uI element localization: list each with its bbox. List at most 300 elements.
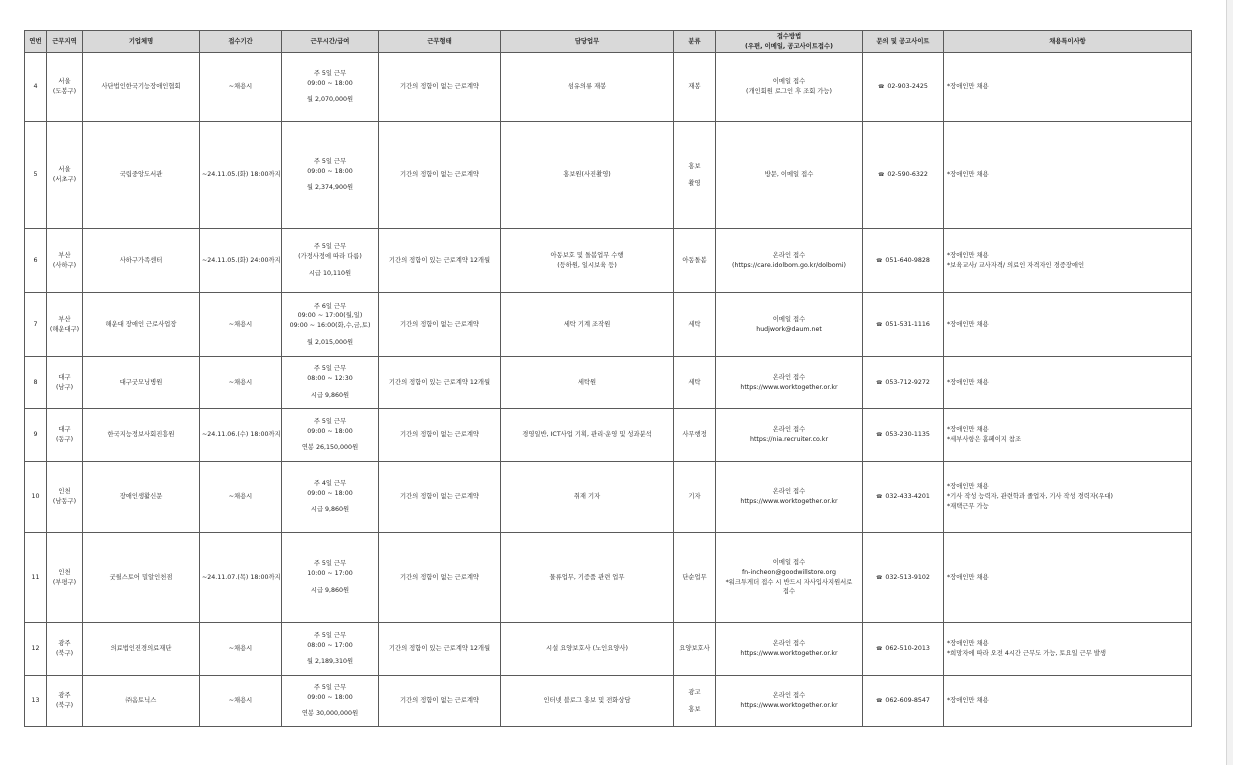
row-number: 13 bbox=[31, 697, 40, 705]
phone-icon: ☎ bbox=[876, 646, 883, 653]
duty-cell bbox=[501, 229, 674, 293]
period-cell bbox=[200, 409, 282, 462]
row-number-cell bbox=[25, 229, 47, 293]
period-cell bbox=[200, 53, 282, 122]
contact-phone bbox=[865, 430, 941, 440]
table-header bbox=[25, 31, 1192, 53]
region-text: 대구 bbox=[58, 373, 71, 381]
duty-cell bbox=[501, 409, 674, 462]
column-header bbox=[379, 31, 501, 53]
duty-text: 취재 기자 bbox=[573, 493, 601, 501]
employment-type: 기간의 정함이 없는 근로계약 bbox=[400, 431, 479, 439]
column-header bbox=[501, 31, 674, 53]
period-cell bbox=[200, 462, 282, 533]
category-cell bbox=[674, 533, 716, 623]
company-cell bbox=[83, 293, 200, 357]
region-text: 광주 bbox=[58, 640, 71, 648]
region-cell bbox=[47, 623, 83, 676]
work-hours: 주 5일 근무 bbox=[313, 560, 347, 568]
application-period: ~24.11.05.(화) 18:00까지 bbox=[202, 171, 281, 179]
row-number: 10 bbox=[31, 493, 40, 501]
employment-type-cell bbox=[379, 676, 501, 727]
phone-icon: ☎ bbox=[876, 321, 883, 328]
employment-type: 기간의 정함이 있는 근로계약 12개월 bbox=[388, 378, 491, 386]
phone-icon: ☎ bbox=[876, 494, 883, 501]
application-method: *워크투게더 접수 시 반드시 자사입사지원서로 bbox=[725, 578, 853, 586]
application-method: https://www.worktogether.or.kr bbox=[740, 650, 838, 657]
phone-number: 051-640-9828 bbox=[885, 256, 930, 264]
duty-text: 세탁원 bbox=[577, 378, 597, 386]
category-text: 세탁 bbox=[688, 320, 701, 328]
category-text: 사무행정 bbox=[682, 431, 707, 439]
work-hours: 09:00 ~ 17:00(월,일) bbox=[297, 312, 363, 320]
column-header-label: 근무지역 bbox=[52, 37, 77, 45]
phone-number: 062-609-8547 bbox=[885, 697, 930, 705]
contact-phone bbox=[865, 256, 941, 266]
hours-pay-cell bbox=[282, 409, 379, 462]
category-text: 홍보 bbox=[688, 705, 701, 713]
region-cell bbox=[47, 229, 83, 293]
category-cell bbox=[674, 462, 716, 533]
work-hours: 주 5일 근무 bbox=[313, 365, 347, 373]
application-method-cell bbox=[716, 229, 863, 293]
note-text: *장애인만 채용 bbox=[947, 573, 989, 581]
category-text: 아동돌봄 bbox=[682, 256, 707, 264]
region-cell bbox=[47, 53, 83, 122]
employment-type: 기간의 정함이 없는 근로계약 bbox=[400, 83, 479, 91]
work-hours: 09:00 ~ 18:00 bbox=[307, 167, 353, 175]
column-header bbox=[716, 31, 863, 53]
phone-icon: ☎ bbox=[878, 84, 885, 91]
salary: 시급 9,860원 bbox=[310, 391, 350, 399]
application-period: ~채용시 bbox=[228, 493, 253, 501]
note-text: *재택근무 가능 bbox=[947, 502, 989, 510]
contact-cell bbox=[863, 229, 944, 293]
notes-cell bbox=[944, 122, 1192, 229]
company-name: 대구굿모닝병원 bbox=[119, 378, 163, 386]
employment-type-cell bbox=[379, 357, 501, 409]
region-text: 대구 bbox=[58, 426, 71, 434]
column-header-label: 접수방법 bbox=[776, 32, 802, 40]
hours-pay-cell bbox=[282, 357, 379, 409]
duty-cell bbox=[501, 462, 674, 533]
company-cell bbox=[83, 409, 200, 462]
category-text: 세탁 bbox=[688, 378, 701, 386]
application-method: https://www.worktogether.or.kr bbox=[740, 383, 838, 391]
column-header bbox=[863, 31, 944, 53]
phone-number: 053-230-1135 bbox=[885, 431, 930, 439]
company-name: 한국지능정보사회진흥원 bbox=[107, 431, 175, 439]
application-period: ~채용시 bbox=[228, 83, 253, 91]
phone-number: 032-513-9102 bbox=[885, 573, 930, 581]
company-cell bbox=[83, 53, 200, 122]
company-name: 의료법인진경의료재단 bbox=[110, 645, 172, 653]
phone-number: 062-510-2013 bbox=[885, 645, 930, 653]
contact-cell bbox=[863, 533, 944, 623]
region-text: (남동구) bbox=[52, 498, 77, 505]
row-number: 9 bbox=[33, 431, 38, 439]
note-text: *장애인만 채용 bbox=[947, 483, 989, 491]
company-cell bbox=[83, 462, 200, 533]
row-number-cell bbox=[25, 533, 47, 623]
category-cell bbox=[674, 409, 716, 462]
row-number: 4 bbox=[33, 83, 38, 91]
application-method: 온라인 접수 bbox=[772, 373, 806, 381]
row-number-cell bbox=[25, 409, 47, 462]
company-name: 사하구가족센터 bbox=[119, 256, 163, 264]
note-text: *장애인만 채용 bbox=[947, 378, 989, 386]
contact-phone bbox=[865, 320, 941, 330]
employment-type-cell bbox=[379, 122, 501, 229]
period-cell bbox=[200, 229, 282, 293]
employment-type-cell bbox=[379, 53, 501, 122]
duty-text: 시설 요양보호사 (노인요양사) bbox=[546, 645, 628, 653]
column-header-label: 접수기간 bbox=[228, 37, 253, 45]
application-method-cell bbox=[716, 533, 863, 623]
contact-cell bbox=[863, 462, 944, 533]
contact-cell bbox=[863, 293, 944, 357]
table-row bbox=[25, 462, 1192, 533]
contact-phone bbox=[865, 492, 941, 502]
application-method-cell bbox=[716, 357, 863, 409]
category-text: 홍보 bbox=[688, 162, 701, 170]
hours-pay-cell bbox=[282, 623, 379, 676]
phone-icon: ☎ bbox=[876, 698, 883, 705]
region-cell bbox=[47, 357, 83, 409]
phone-icon: ☎ bbox=[876, 379, 883, 386]
region-text: 인천 bbox=[58, 488, 71, 496]
salary: 월 2,189,310원 bbox=[306, 658, 354, 666]
region-text: (동구) bbox=[55, 436, 74, 443]
region-text: (남구) bbox=[55, 383, 74, 391]
employment-type: 기간의 정함이 없는 근로계약 bbox=[400, 320, 479, 328]
note-text: *희망자에 따라 오전 4시간 근무도 가능, 토요일 근무 발생 bbox=[947, 650, 1106, 657]
contact-phone bbox=[865, 378, 941, 388]
spacer bbox=[284, 702, 376, 709]
application-method-cell bbox=[716, 53, 863, 122]
column-header bbox=[200, 31, 282, 53]
spacer bbox=[284, 579, 376, 586]
note-text: *장애인만 채용 bbox=[947, 426, 989, 434]
phone-number: 053-712-9272 bbox=[885, 378, 930, 386]
work-hours: 09:00 ~ 18:00 bbox=[307, 693, 353, 701]
page-edge bbox=[1226, 0, 1233, 765]
row-number: 5 bbox=[33, 171, 38, 179]
company-cell bbox=[83, 533, 200, 623]
region-cell bbox=[47, 533, 83, 623]
notes-cell bbox=[944, 409, 1192, 462]
work-hours: 주 5일 근무 bbox=[313, 683, 347, 691]
company-name: 해운대 장애인 근로사업장 bbox=[105, 320, 177, 328]
category-cell bbox=[674, 357, 716, 409]
duty-text: 인터넷 블로그 홍보 및 전화상담 bbox=[543, 697, 631, 705]
category-cell bbox=[674, 676, 716, 727]
application-method-cell bbox=[716, 623, 863, 676]
application-method-cell bbox=[716, 462, 863, 533]
salary: 월 2,374,900원 bbox=[306, 184, 354, 192]
phone-number: 032-433-4201 bbox=[885, 493, 930, 501]
application-method: (개인회원 로그인 후 조회 가능) bbox=[746, 88, 832, 95]
region-text: 부산 bbox=[58, 315, 71, 323]
spacer bbox=[284, 498, 376, 505]
phone-icon: ☎ bbox=[878, 172, 885, 179]
salary: 연봉 26,150,000원 bbox=[301, 444, 359, 452]
period-cell bbox=[200, 293, 282, 357]
contact-phone bbox=[865, 82, 941, 92]
period-cell bbox=[200, 122, 282, 229]
duty-cell bbox=[501, 623, 674, 676]
region-cell bbox=[47, 676, 83, 727]
application-period: ~채용시 bbox=[228, 645, 253, 653]
duty-cell bbox=[501, 676, 674, 727]
application-method: hudjwork@daum.net bbox=[756, 325, 822, 333]
application-method: https://nia.recruiter.co.kr bbox=[749, 436, 829, 443]
region-text: (북구) bbox=[55, 702, 74, 709]
work-hours: 주 5일 근무 bbox=[313, 631, 347, 639]
contact-phone bbox=[865, 170, 941, 180]
column-header bbox=[282, 31, 379, 53]
work-hours: 주 5일 근무 bbox=[313, 417, 347, 425]
contact-cell bbox=[863, 53, 944, 122]
employment-type-cell bbox=[379, 409, 501, 462]
notes-cell bbox=[944, 533, 1192, 623]
duty-cell bbox=[501, 293, 674, 357]
duty-text: 물류업무, 기증품 관련 업무 bbox=[549, 573, 625, 581]
category-text: 기자 bbox=[688, 493, 701, 501]
work-hours: 10:00 ~ 17:00 bbox=[307, 570, 353, 578]
company-name: 사단법인한국기능장애인협회 bbox=[101, 83, 181, 91]
employment-type: 기간의 정함이 없는 근로계약 bbox=[400, 493, 479, 501]
column-header-label: (우편, 이메일, 공고사이트접수) bbox=[745, 42, 833, 50]
duty-cell bbox=[501, 122, 674, 229]
company-cell bbox=[83, 122, 200, 229]
employment-type: 기간의 정함이 있는 근로계약 12개월 bbox=[388, 645, 491, 653]
notes-cell bbox=[944, 462, 1192, 533]
table-row bbox=[25, 409, 1192, 462]
application-method: 방문, 이메일 접수 bbox=[764, 171, 814, 179]
work-hours: 09:00 ~ 18:00 bbox=[307, 427, 353, 435]
hours-pay-cell bbox=[282, 676, 379, 727]
duty-text: 세탁 기계 조작원 bbox=[563, 320, 611, 328]
application-period: ~24.11.05.(화) 24:00까지 bbox=[202, 256, 281, 264]
column-header bbox=[25, 31, 47, 53]
company-cell bbox=[83, 623, 200, 676]
spacer bbox=[284, 262, 376, 269]
employment-type-cell bbox=[379, 533, 501, 623]
work-hours: 08:00 ~ 12:30 bbox=[307, 375, 353, 383]
duty-text: 아동보호 및 돌봄업무 수행 bbox=[550, 251, 624, 259]
category-text: 촬영 bbox=[688, 179, 701, 187]
spacer bbox=[284, 436, 376, 443]
region-text: (북구) bbox=[55, 650, 74, 657]
table-row bbox=[25, 533, 1192, 623]
work-hours: 08:00 ~ 17:00 bbox=[307, 641, 353, 649]
phone-number: 02-590-6322 bbox=[887, 171, 928, 179]
company-cell bbox=[83, 229, 200, 293]
application-method: 이메일 접수 bbox=[772, 315, 806, 323]
column-header-label: 기업체명 bbox=[128, 37, 154, 45]
hours-pay-cell bbox=[282, 462, 379, 533]
period-cell bbox=[200, 357, 282, 409]
row-number-cell bbox=[25, 293, 47, 357]
contact-phone bbox=[865, 644, 941, 654]
column-header-label: 근무시간/급여 bbox=[310, 37, 350, 45]
spacer bbox=[284, 331, 376, 338]
employment-type-cell bbox=[379, 462, 501, 533]
row-number: 7 bbox=[33, 320, 38, 328]
table-row bbox=[25, 53, 1192, 122]
company-name: ㈜옴토닉스 bbox=[125, 697, 157, 705]
table-row bbox=[25, 122, 1192, 229]
column-header-label: 연번 bbox=[29, 37, 42, 45]
column-header-label: 분류 bbox=[688, 37, 701, 45]
employment-type: 기간의 정함이 없는 근로계약 bbox=[400, 573, 479, 581]
period-cell bbox=[200, 533, 282, 623]
salary: 월 2,015,000원 bbox=[306, 338, 354, 346]
note-text: *장애인만 채용 bbox=[947, 251, 989, 259]
period-cell bbox=[200, 623, 282, 676]
application-method-cell bbox=[716, 409, 863, 462]
note-text: *장애인만 채용 bbox=[947, 83, 989, 91]
employment-type-cell bbox=[379, 293, 501, 357]
application-method-cell bbox=[716, 676, 863, 727]
row-number-cell bbox=[25, 122, 47, 229]
column-header-label: 채용특이사항 bbox=[1049, 37, 1086, 45]
region-cell bbox=[47, 293, 83, 357]
hours-pay-cell bbox=[282, 229, 379, 293]
duty-text: (등하원, 일시보육 등) bbox=[557, 261, 617, 269]
region-text: 서울 bbox=[58, 166, 71, 174]
notes-cell bbox=[944, 357, 1192, 409]
category-cell bbox=[674, 229, 716, 293]
note-text: *세부사항은 홈페이지 참조 bbox=[947, 436, 1022, 443]
duty-cell bbox=[501, 357, 674, 409]
hours-pay-cell bbox=[282, 293, 379, 357]
region-text: (사하구) bbox=[52, 261, 77, 269]
column-header-label: 근무형태 bbox=[427, 37, 452, 45]
company-name: 굿윌스토어 밀알인천점 bbox=[109, 573, 173, 581]
company-name: 국립중앙도서관 bbox=[119, 171, 163, 179]
work-hours: 09:00 ~ 18:00 bbox=[307, 489, 353, 497]
row-number: 11 bbox=[31, 573, 40, 581]
spacer bbox=[676, 172, 713, 179]
period-cell bbox=[200, 676, 282, 727]
application-period: ~채용시 bbox=[228, 320, 253, 328]
spacer bbox=[284, 176, 376, 183]
region-text: 인천 bbox=[58, 568, 71, 576]
category-text: 광고 bbox=[688, 688, 701, 696]
column-header bbox=[674, 31, 716, 53]
contact-cell bbox=[863, 122, 944, 229]
column-header bbox=[47, 31, 83, 53]
work-hours: 주 6일 근무 bbox=[313, 302, 347, 310]
employment-type: 기간의 정함이 없는 근로계약 bbox=[400, 171, 479, 179]
application-method: 이메일 접수 bbox=[772, 78, 806, 86]
application-method: 온라인 접수 bbox=[772, 426, 806, 434]
spacer bbox=[284, 88, 376, 95]
hours-pay-cell bbox=[282, 122, 379, 229]
application-method: (https://care.idolbom.go.kr/dolbomi) bbox=[732, 261, 846, 269]
table-row bbox=[25, 623, 1192, 676]
contact-cell bbox=[863, 357, 944, 409]
work-hours: 주 5일 근무 bbox=[313, 243, 347, 251]
work-hours: (가정사정에 따라 다름) bbox=[298, 253, 362, 261]
region-cell bbox=[47, 409, 83, 462]
salary: 월 2,070,000원 bbox=[306, 96, 354, 104]
column-header bbox=[83, 31, 200, 53]
application-period: ~채용시 bbox=[228, 378, 253, 386]
salary: 시급 9,860원 bbox=[310, 506, 350, 514]
application-method: fn-incheon@goodwillstore.org bbox=[741, 568, 837, 576]
region-text: (해운대구) bbox=[49, 325, 80, 333]
duty-text: 경영일반, ICT사업 기획, 관리·운영 및 성과분석 bbox=[522, 431, 652, 439]
table-body bbox=[25, 53, 1192, 727]
phone-icon: ☎ bbox=[876, 574, 883, 581]
application-method: 온라인 접수 bbox=[772, 640, 806, 648]
phone-icon: ☎ bbox=[876, 432, 883, 439]
application-period: ~24.11.07.(목) 18:00까지 bbox=[202, 573, 281, 581]
category-cell bbox=[674, 122, 716, 229]
category-cell bbox=[674, 293, 716, 357]
note-text: *기사 작성 능력자, 관련학과 졸업자, 기사 작성 경력자(우대) bbox=[947, 493, 1113, 501]
table-row bbox=[25, 293, 1192, 357]
note-text: *장애인만 채용 bbox=[947, 697, 989, 705]
duty-cell bbox=[501, 53, 674, 122]
column-header-label: 문의 및 공고사이트 bbox=[876, 37, 930, 45]
employment-type-cell bbox=[379, 229, 501, 293]
contact-phone bbox=[865, 573, 941, 583]
row-number-cell bbox=[25, 462, 47, 533]
company-name: 장애인생활신문 bbox=[119, 493, 163, 501]
application-method: 온라인 접수 bbox=[772, 488, 806, 496]
region-text: 서울 bbox=[58, 78, 71, 86]
row-number-cell bbox=[25, 623, 47, 676]
application-method: 이메일 접수 bbox=[772, 559, 806, 566]
notes-cell bbox=[944, 676, 1192, 727]
notes-cell bbox=[944, 293, 1192, 357]
note-text: *장애인만 채용 bbox=[947, 640, 989, 648]
phone-icon: ☎ bbox=[876, 257, 883, 264]
application-method: 온라인 접수 bbox=[772, 692, 806, 700]
contact-cell bbox=[863, 676, 944, 727]
salary: 연봉 30,000,000원 bbox=[301, 710, 359, 718]
row-number: 12 bbox=[31, 645, 40, 653]
row-number: 6 bbox=[33, 256, 38, 264]
employment-type-cell bbox=[379, 623, 501, 676]
region-text: 부산 bbox=[58, 251, 71, 259]
table-row bbox=[25, 229, 1192, 293]
category-cell bbox=[674, 53, 716, 122]
company-cell bbox=[83, 357, 200, 409]
application-method: 접수 bbox=[782, 588, 796, 596]
region-text: (부평구) bbox=[52, 578, 77, 586]
notes-cell bbox=[944, 623, 1192, 676]
row-number-cell bbox=[25, 676, 47, 727]
application-period: ~채용시 bbox=[228, 697, 253, 705]
spacer bbox=[284, 650, 376, 657]
spacer bbox=[284, 384, 376, 391]
region-cell bbox=[47, 462, 83, 533]
column-header bbox=[944, 31, 1192, 53]
employment-type: 기간의 정함이 없는 근로계약 bbox=[400, 697, 479, 705]
salary: 시급 10,110원 bbox=[308, 269, 352, 277]
row-number: 8 bbox=[33, 378, 38, 386]
row-number-cell bbox=[25, 53, 47, 122]
notes-cell bbox=[944, 229, 1192, 293]
region-cell bbox=[47, 122, 83, 229]
company-cell bbox=[83, 676, 200, 727]
work-hours: 주 5일 근무 bbox=[313, 157, 347, 165]
